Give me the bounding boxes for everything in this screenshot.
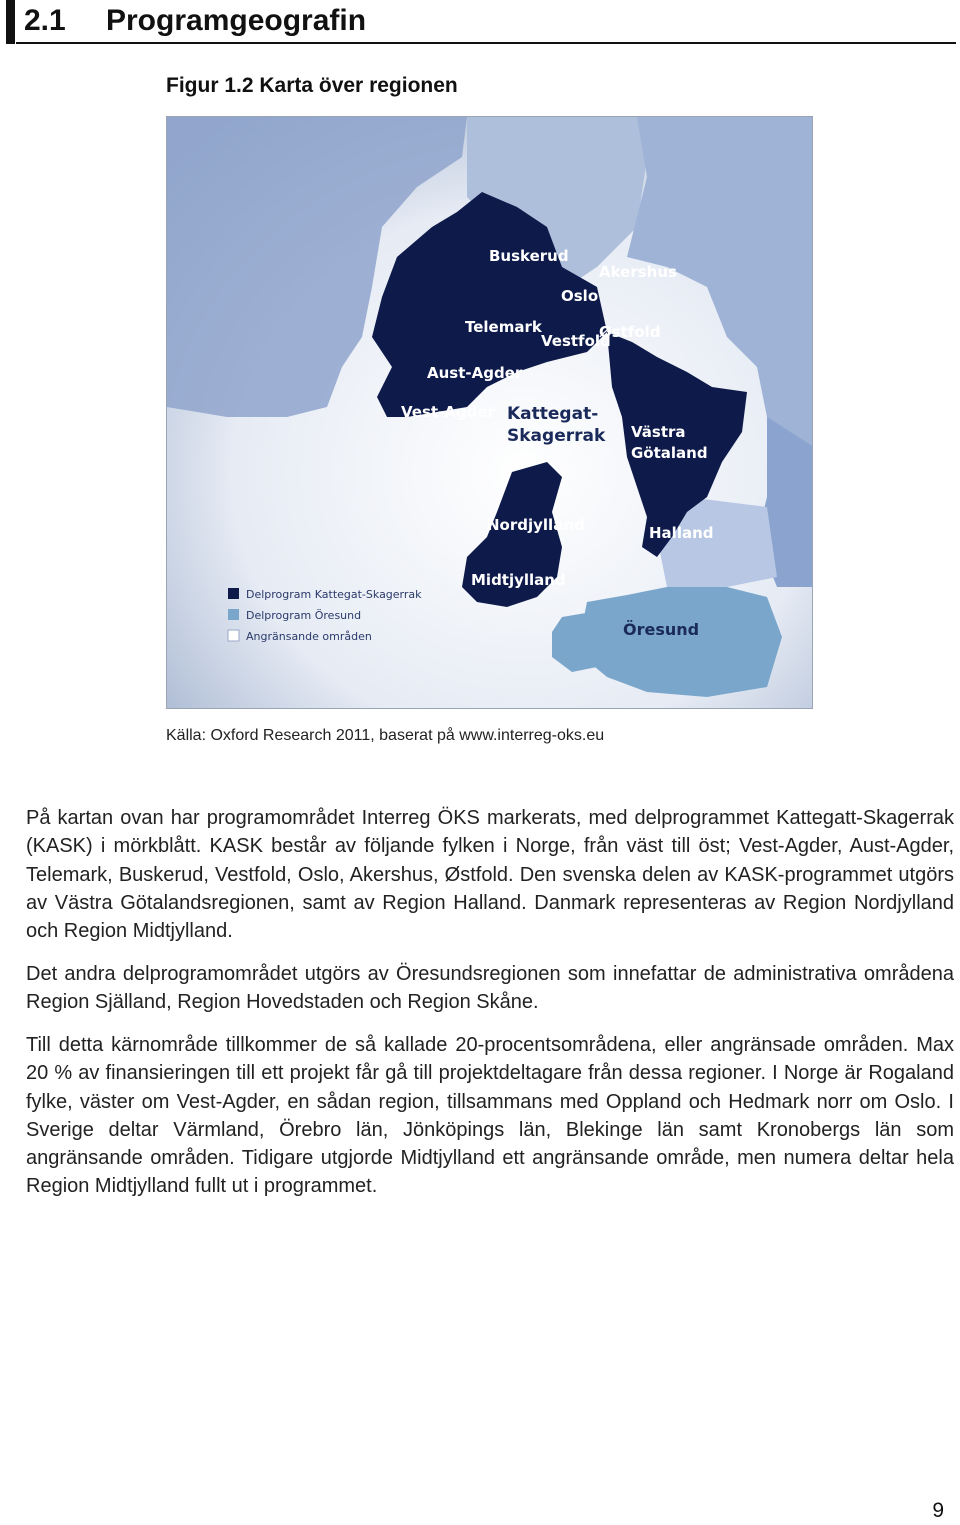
section-heading: [0, 0, 960, 46]
label-skagerrak: Skagerrak: [507, 426, 606, 446]
label-aust-agder: Aust-Agder: [427, 364, 523, 382]
label-oslo: Oslo: [561, 287, 599, 305]
legend-swatch-adjacent: [228, 630, 239, 641]
legend-swatch-kask: [228, 588, 239, 599]
figure-source: Källa: Oxford Research 2011, baserat på www.interreg-oks.eu: [166, 727, 605, 744]
heading-marker: [6, 0, 15, 44]
label-gotaland: Götaland: [631, 444, 708, 462]
label-vest-agder: Vest-Agder: [401, 403, 495, 421]
label-kattegat: Kattegat-: [507, 404, 599, 424]
heading-rule: [16, 42, 956, 44]
legend-swatch-oresund: [228, 609, 239, 620]
label-telemark: Telemark: [465, 318, 542, 336]
label-midtjylland: Midtjylland: [471, 571, 566, 589]
label-ostfold: Østfold: [599, 323, 661, 341]
label-oresund: Öresund: [623, 620, 700, 639]
figure-caption: Figur 1.2 Karta över regionen: [166, 74, 458, 97]
paragraph-kask: På kartan ovan har programområdet Interreg ÖKS markerats, med delprogrammet Kattegatt-Skagerrak (KASK) i mörkblått. KASK består av följande fylken i Norge, från väst till öst; Vest-Agder, Aust-Agder, Telemark, Buskerud, Vestfold, Oslo, Akershus, Østfold. Den svenska delen av KASK-programmet utgörs av Västra Götalandsregionen, samt av Region Halland. Danmark representeras av Region Nordjylland och Region Midtjylland.: [26, 807, 954, 943]
label-buskerud: Buskerud: [489, 247, 569, 265]
legend-oresund: Delprogram Öresund: [246, 609, 362, 622]
section-number: 2.1: [24, 4, 66, 37]
paragraph-adjacent-areas: Till detta kärnområde tillkommer de så kallade 20-procentsområdena, eller angränsade områden. Max 20 % av finansieringen till ett projekt får gå till projektdeltagare från dessa regioner. I Norge är Rogaland fylke, väster om Vest-Agder, en sådan region, tillsammans med Oppland och Hedmark norr om Oslo. I Sverige deltar Värmland, Örebro län, Jönköpings län, Blekinge län samt Kronobergs län som angränsande områden. Tidigare utgjorde Midtjylland ett angränsande område, men numera deltar hela Region Midtjylland fullt ut i programmet.: [26, 1034, 954, 1198]
legend-adjacent: Angränsande områden: [246, 630, 372, 643]
legend-kask: Delprogram Kattegat-Skagerrak: [246, 588, 422, 601]
label-nordjylland: Nordjylland: [487, 516, 585, 534]
paragraph-oresund: Det andra delprogramområdet utgörs av Öresundsregionen som innefattar de administrativa områdena Region Själland, Region Hovedstaden och Region Skåne.: [26, 963, 954, 1014]
section-title: Programgeografin: [106, 4, 367, 37]
label-vestfold: Vestfold: [541, 332, 611, 350]
label-halland: Halland: [649, 524, 714, 542]
region-map: [166, 116, 813, 709]
page-number: 9: [932, 1499, 944, 1522]
label-akershus: Akershus: [599, 263, 677, 281]
label-vastra: Västra: [631, 423, 686, 441]
